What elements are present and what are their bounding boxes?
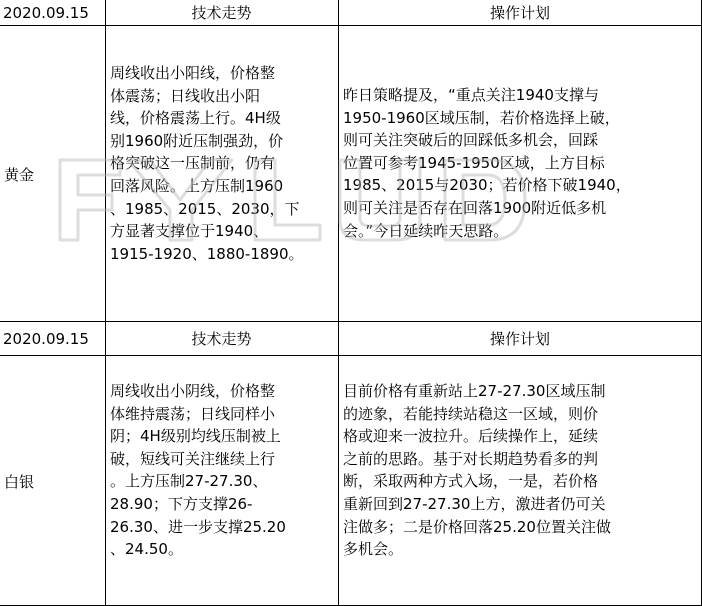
row2-asset-label: 白银 [4, 472, 35, 491]
row1-header-tech: 技术走势 [191, 4, 252, 22]
row1-header-plan: 操作计划 [489, 4, 550, 22]
row2-header-tech: 技术走势 [191, 330, 252, 348]
row1-asset-label: 黄金 [4, 165, 35, 184]
row2-date: 2020.09.15 [3, 330, 89, 348]
row1-date: 2020.09.15 [3, 4, 89, 22]
column-divider-1 [105, 0, 106, 606]
row2-tech-text: 周线收出小阴线，价格整 体维持震荡；日线同样小 阴；4H级别均线压制被上 破，短线可关注继续上行 。上方压制27-27.30、 28.90；下方支撑26- 26.30、进一步支撑25.20 、24.50。 [110, 382, 286, 559]
row2-plan-text: 目前价格有重新站上27-27.30区域压制 的迹象，若能持续站稳这一区域，则价 格或迎来一波拉升。后续操作上，延续 之前的思路。基于对长期趋势看多的判 断，采取两种方式入场，一是，若价格 重新回到27-27.30上方，激进者仍可关 注做多；二是价格回落25.20位置关注做 多机会。 [343, 382, 611, 559]
row2-header-plan: 操作计划 [489, 330, 550, 348]
row1-tech-text: 周线收出小阳线，价格整 体震荡；日线收出小阳 线，价格震荡上行。4H级 别1960附近压制强劲，价 格突破这一压制前，仍有 回落风险。上方压制1960 、1985、2015、2030，下 方显著支撑位于1940、 1915-1920、1880-1890。 [110, 64, 304, 263]
row1-plan-text: 昨日策略提及，“重点关注1940支撑与 1950-1960区域压制，若价格选择上破， 则可关注突破后的回踩低多机会，回踩 位置可参考1945-1950区域，上方目标 1985、2015与2030；若价格下破1940， 则可关注是否存在回落1900附近低多机 会。”今日延续昨天思路。 [343, 86, 631, 240]
column-divider-2 [338, 0, 339, 606]
watermark-logo [40, 140, 680, 260]
